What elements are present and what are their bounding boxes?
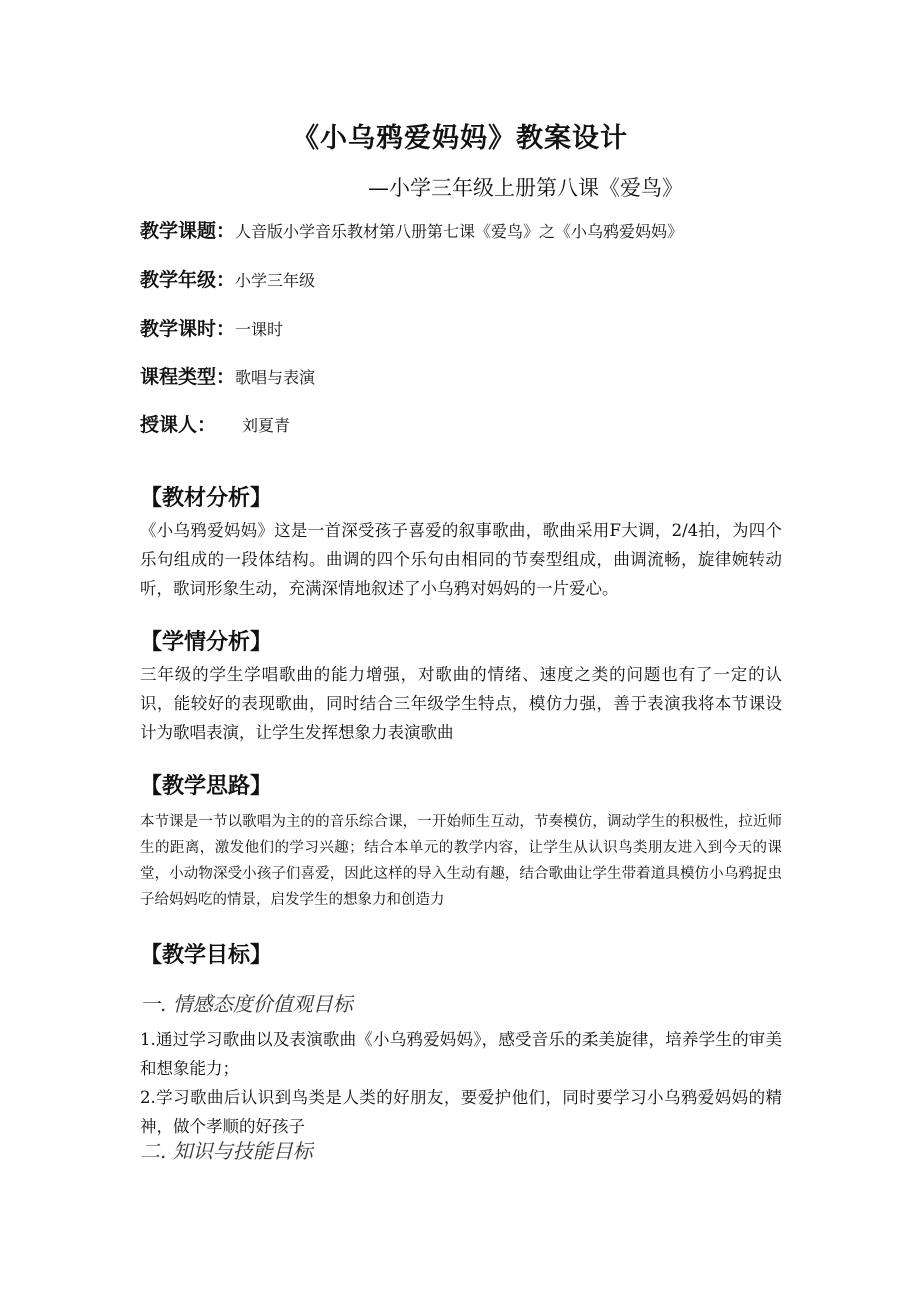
type-label: 课程类型： — [140, 366, 236, 388]
topic-label: 教学课题： — [140, 220, 236, 242]
info-row-hours — [140, 314, 283, 344]
grade-label: 教学年级： — [140, 269, 236, 291]
student-analysis-text: 三年级的学生学唱歌曲的能力增强，对歌曲的情绪、速度之类的问题也有了一定的认识，能较好的表现歌曲，同时结合三年级学生特点，模仿力强，善于表演我将本节课设计为歌唱表演，让学生发挥想象力表演歌曲 — [140, 665, 782, 742]
section-heading-approach: 【教学思路】 — [140, 774, 273, 799]
goals-subheading-knowledge: 二. 知识与技能目标 — [140, 1139, 313, 1163]
goals-list — [140, 1025, 782, 1141]
section-heading-material: 【教材分析】 — [140, 486, 273, 511]
teacher-value: 刘夏青 — [242, 416, 291, 435]
info-row-type — [140, 362, 315, 392]
goals-subheading-emotion: 一. 情感态度价值观目标 — [140, 992, 353, 1016]
topic-value: 人音版小学音乐教材第八册第七课《爱鸟》之《小乌鸦爱妈妈》 — [235, 222, 684, 241]
hours-value: 一课时 — [235, 320, 284, 339]
grade-value: 小学三年级 — [235, 271, 316, 290]
goal-item-1: 1.通过学习歌曲以及表演歌曲《小乌鸦爱妈妈》，感受音乐的柔美旋律，培养学生的审美和想象能力； — [140, 1030, 782, 1078]
hours-label: 教学课时： — [140, 318, 236, 340]
material-analysis-text: 《小乌鸦爱妈妈》这是一首深受孩子喜爱的叙事歌曲，歌曲采用F大调，2/4拍，为四个乐句组成的一段体结构。曲调的四个乐句由相同的节奏型组成，曲调流畅，旋律婉转动听，歌词形象生动，充满深情地叙述了小乌鸦对妈妈的一片爱心。 — [140, 521, 782, 598]
document-subtitle: —小学三年级上册第八课《爱鸟》 — [368, 176, 683, 200]
teaching-approach-text: 本节课是一节以歌唱为主的的音乐综合课，一开始师生互动，节奏模仿，调动学生的积极性，拉近师生的距离，激发他们的学习兴趣；结合本单元的教学内容，让学生从认识鸟类朋友进入到今天的课堂，小动物深受小孩子们喜爱，因此这样的导入生动有趣，结合歌曲让学生带着道具模仿小乌鸦捉虫子给妈妈吃的情景，启发学生的想象力和创造力 — [140, 814, 782, 908]
info-row-grade — [140, 265, 315, 295]
section-heading-students: 【学情分析】 — [140, 630, 273, 655]
teacher-label: 授课人： — [140, 414, 217, 436]
goal-item-2: 2.学习歌曲后认识到鸟类是人类的好朋友，要爱护他们，同时要学习小乌鸦爱妈妈的精神，做个孝顺的好孩子 — [140, 1088, 782, 1136]
document-title: 《小乌鸦爱妈妈》教案设计 — [292, 123, 628, 154]
type-value: 歌唱与表演 — [235, 368, 316, 387]
section-heading-goals: 【教学目标】 — [140, 943, 273, 968]
info-row-teacher — [140, 410, 290, 440]
info-row-topic — [140, 216, 683, 246]
